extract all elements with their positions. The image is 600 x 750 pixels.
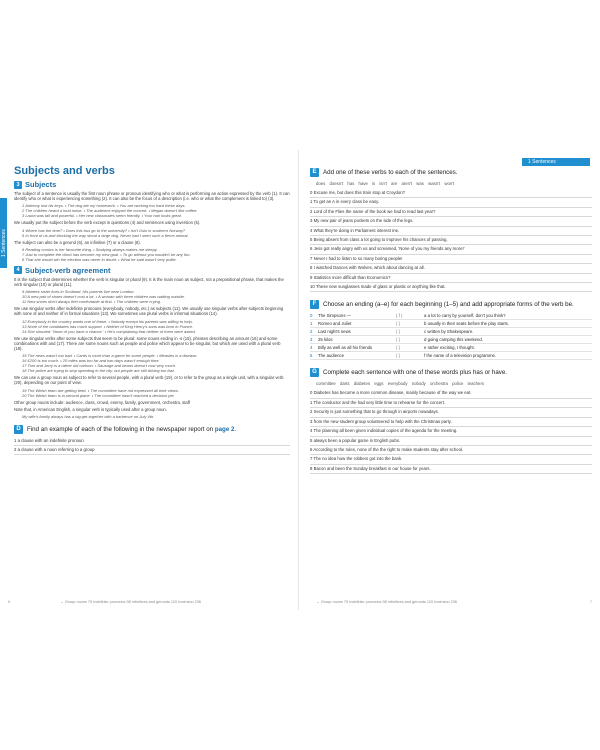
- cross-reference-footer: → Group nouns 75 Indefinite pronouns 98 Infinitives and gerunds 120 Inversion 236: [316, 600, 458, 604]
- example-line: 17 Tom and Jerry is a rather old cartoon. • Sausage and beans doesn't cost very much.: [22, 363, 177, 369]
- example-line: 10 A new pair of shoes doesn't cost a lot. • A woman with three children was waiting outside.: [22, 294, 185, 300]
- exercise-d-prompt: D Find an example of each of the following in the newspaper report on page 2.: [14, 425, 290, 434]
- exercise-item[interactable]: 2 Lord of the Flies the name of the book we had to read last year?: [310, 208, 592, 217]
- example-line: 14 She shouted: 'None of you have a chance.' • He's complaining that neither of them were asked.: [22, 328, 196, 334]
- example-line: 15 The news wasn't too bad. • Cards is more than a game for some people. • Measles is a disease.: [22, 353, 198, 359]
- example-line: 3 Laura was tall and powerful. • Her new classmates seem friendly. • Your hair looks great.: [22, 213, 182, 219]
- section-heading-agreement: 4 Subject-verb agreement: [14, 266, 290, 275]
- example-line: 18 The police are trying to stop speeding in the city, but people are still driving too fast.: [22, 368, 175, 374]
- page-title: Subjects and verbs: [14, 165, 115, 177]
- word-bank: does doesn't has have is isn't are aren't was wasn't won't: [316, 181, 455, 186]
- cross-reference-footer: → Group nouns 75 Indefinite pronouns 98 Infinitives and gerunds 120 Inversion 236: [60, 600, 202, 604]
- exercise-item[interactable]: 4 What they're doing in Parliament interest me.: [310, 227, 592, 236]
- example-line: 5 In front of us and blocking the way stood a large dog. Never had I seen such a fierce animal.: [22, 232, 189, 238]
- example-line: 20 The Welsh team is in second place. • The committee hasn't reached a decision yet.: [22, 392, 175, 398]
- exercise-item[interactable]: 1 To get an A in every class be easy.: [310, 198, 592, 207]
- example-line: 11 New shoes don't always feel comfortable at first. • The children were crying.: [22, 299, 162, 305]
- paragraph: It is the subject that determines whether the verb is singular or plural (9). It is the main noun as subject, not a prepositional phrase, that makes the verb singular (10) or plural (11).: [14, 276, 284, 288]
- paragraph: We can use a group noun as subject to refer to several people, with a plural verb (19), or to refer to the group as a single unit, with a singular verb (20), depending on our point of view.: [14, 375, 284, 386]
- exercise-item[interactable]: 6 According to the rules, none of the the right to make students stay after school.: [310, 446, 592, 455]
- example-line: 8 That she would win the election was never in doubt. • What he said wasn't very polite.: [22, 256, 177, 262]
- exercise-e-prompt: E Add one of these verbs to each of the sentences.: [310, 168, 592, 177]
- paragraph: The subject can also be a gerund (6), an infinitive (7) or a clause (8).: [14, 239, 141, 245]
- exercise-letter-badge: E: [310, 168, 319, 177]
- exercise-item[interactable]: 0 Excuse me, but does this train stop at Croydon?: [310, 189, 592, 198]
- exercise-item[interactable]: 1 a clause with an indefinite pronoun: [14, 437, 290, 446]
- exercise-item[interactable]: 7 The no idea how the robbers got into the bank.: [310, 455, 592, 464]
- page-link[interactable]: page 2: [214, 426, 235, 434]
- match-row[interactable]: 5 The audience ( ) f the name of a television programme.: [310, 352, 592, 360]
- exercise-item[interactable]: 6 Jess got really angry with us and screamed, 'None of you my friends any more!': [310, 245, 592, 254]
- exercise-item[interactable]: 5 always been a popular game in English pubs.: [310, 437, 592, 446]
- exercise-item[interactable]: 9 Statistics more difficult than Economics?: [310, 274, 592, 283]
- example-line: 4 Where has the time? • Does this bus go to the university? • Isn't Oslo in southern Norway?: [22, 227, 185, 233]
- exercise-item[interactable]: 2 a clause with a noun referring to a group: [14, 446, 290, 455]
- exercise-item[interactable]: 8 I watched Dances with Wolves, which about dancing at all.: [310, 264, 592, 273]
- exercise-g-prompt: G Complete each sentence with one of these words plus has or have.: [310, 368, 592, 377]
- paragraph: Other group nouns include: audience, class, crowd, enemy, family, government, orchestra, staff: [14, 399, 190, 405]
- example-line: 6 Reading comics is her favourite thing. • Studying always makes me sleepy.: [22, 246, 158, 252]
- paragraph: Note that, in American English, a singular verb is typically used after a group noun.: [14, 406, 167, 412]
- match-row[interactable]: 0 The Simpsons — ( f ) a a lot to carry by yourself, don't you think?: [310, 312, 592, 320]
- exercise-item[interactable]: 3 from the new student group volunteered to help with the Christmas party.: [310, 418, 592, 427]
- right-page: [310, 164, 592, 474]
- paragraph: We use singular verbs after some subjects that seem to be plural: some nouns ending in -s (15), phrases describing an amount (16) and some combinations with and (17). There are some nouns such as people and police which appear to be singular, but which are used with a plural verb (18).: [14, 335, 281, 352]
- paragraph: We usually put the subject before the verb except in questions (4) and sentences using inversion (5).: [14, 220, 201, 226]
- example-line: 12 Everybody in the country wants one of these. • Nobody except his parents was willing to help.: [22, 318, 193, 324]
- page-number: 6: [8, 599, 11, 604]
- chapter-banner: 1 Sentences: [522, 158, 590, 166]
- example-line: 1 Anthony lost his keys. • The dog ate my homework. • You are working too hard these days.: [22, 203, 186, 209]
- exercise-item[interactable]: 10 These new sunglasses made of glass or plastic or anything like that.: [310, 283, 592, 292]
- book-spread: [0, 150, 600, 610]
- match-row[interactable]: 4 Billy as well as all his friends ( ) e rather exciting, I thought.: [310, 344, 592, 352]
- section-number-badge: 3: [14, 181, 22, 189]
- exercise-item[interactable]: 7 Never I had to listen to so many boring people!: [310, 255, 592, 264]
- example-line: 7 Just to complete the climb has become my new goal. • To go without you wouldn't be any fun.: [22, 251, 191, 257]
- exercise-f-prompt: F Choose an ending (a–e) for each beginning (1–5) and add appropriate forms of the verb be.: [310, 300, 592, 309]
- match-row[interactable]: 2 Last night's news ( ) c written by Shakespeare.: [310, 328, 592, 336]
- chapter-side-tab: 1 Sentences: [0, 198, 7, 268]
- section-number-badge: 4: [14, 266, 22, 274]
- exercise-item[interactable]: 3 My new pair of jeans pockets on the side of the legs.: [310, 217, 592, 226]
- example-line: My wife's family always has a big get-together with a barbecue on July 4th.: [22, 414, 155, 420]
- page-number: 7: [589, 599, 592, 604]
- exercise-item[interactable]: 5 Being absent from class a lot going to improve his chances of passing.: [310, 236, 592, 245]
- example-line: 16 £200 is too much. • 20 miles was too far and two days wasn't enough time.: [22, 358, 160, 364]
- exercise-item[interactable]: 0 Diabetes has become a more common disease, mainly because of the way we eat.: [310, 389, 592, 398]
- section-heading-subjects: 3 Subjects: [14, 180, 290, 189]
- book-spine: [298, 150, 299, 610]
- paragraph: The subject of a sentence is usually the first noun phrase or pronoun identifying who or what is performing an action expressed by the verb (1). It can identify who or what is experiencing something (2). It can also be the focus of a description (i.e. who or what the complement is linked to) (3).: [14, 191, 290, 202]
- match-row[interactable]: 3 25 kilos ( ) d going camping this weekend.: [310, 336, 592, 344]
- match-row[interactable]: 1 Romeo and Juliet ( ) b usually in their seats before the play starts.: [310, 320, 592, 328]
- exercise-item[interactable]: 4 The planning all been given individual copies of the agenda for the meeting.: [310, 427, 592, 436]
- exercise-letter-badge: G: [310, 368, 319, 377]
- example-line: 19 The Welsh team are getting tired. • The committee have not expressed all their views.: [22, 387, 179, 393]
- exercise-item[interactable]: 1 The conductor and the had very little time to rehearse for the concert.: [310, 399, 592, 408]
- exercise-item[interactable]: 2 Security is just something that to go through in airports nowadays.: [310, 408, 592, 417]
- exercise-item[interactable]: 8 Bacon and been the Sunday breakfast in our house for years.: [310, 465, 592, 474]
- example-line: 13 None of the candidates has much support. • Neither of King Henry's sons was born in France.: [22, 323, 194, 329]
- word-bank: committee darts diabetes eggs everybody nobody orchestra police teachers: [316, 381, 485, 387]
- example-line: 2 The children heard a loud noise. • The audience enjoyed the concert. • Megan doesn't like coffee.: [22, 208, 198, 214]
- example-line: 9 Athletes sister lives in Scotland. His parents live near London.: [22, 289, 135, 295]
- exercise-letter-badge: D: [14, 425, 23, 434]
- exercise-letter-badge: F: [310, 300, 319, 309]
- paragraph: We use singular verbs after indefinite pronouns (everybody, nobody, etc.) as subjects (12). We usually use singular verbs after subjects beginning with none of and neither of in formal situations (13). We sometimes use plural verbs in informal situations (14).: [14, 306, 284, 317]
- left-page: [8, 160, 290, 455]
